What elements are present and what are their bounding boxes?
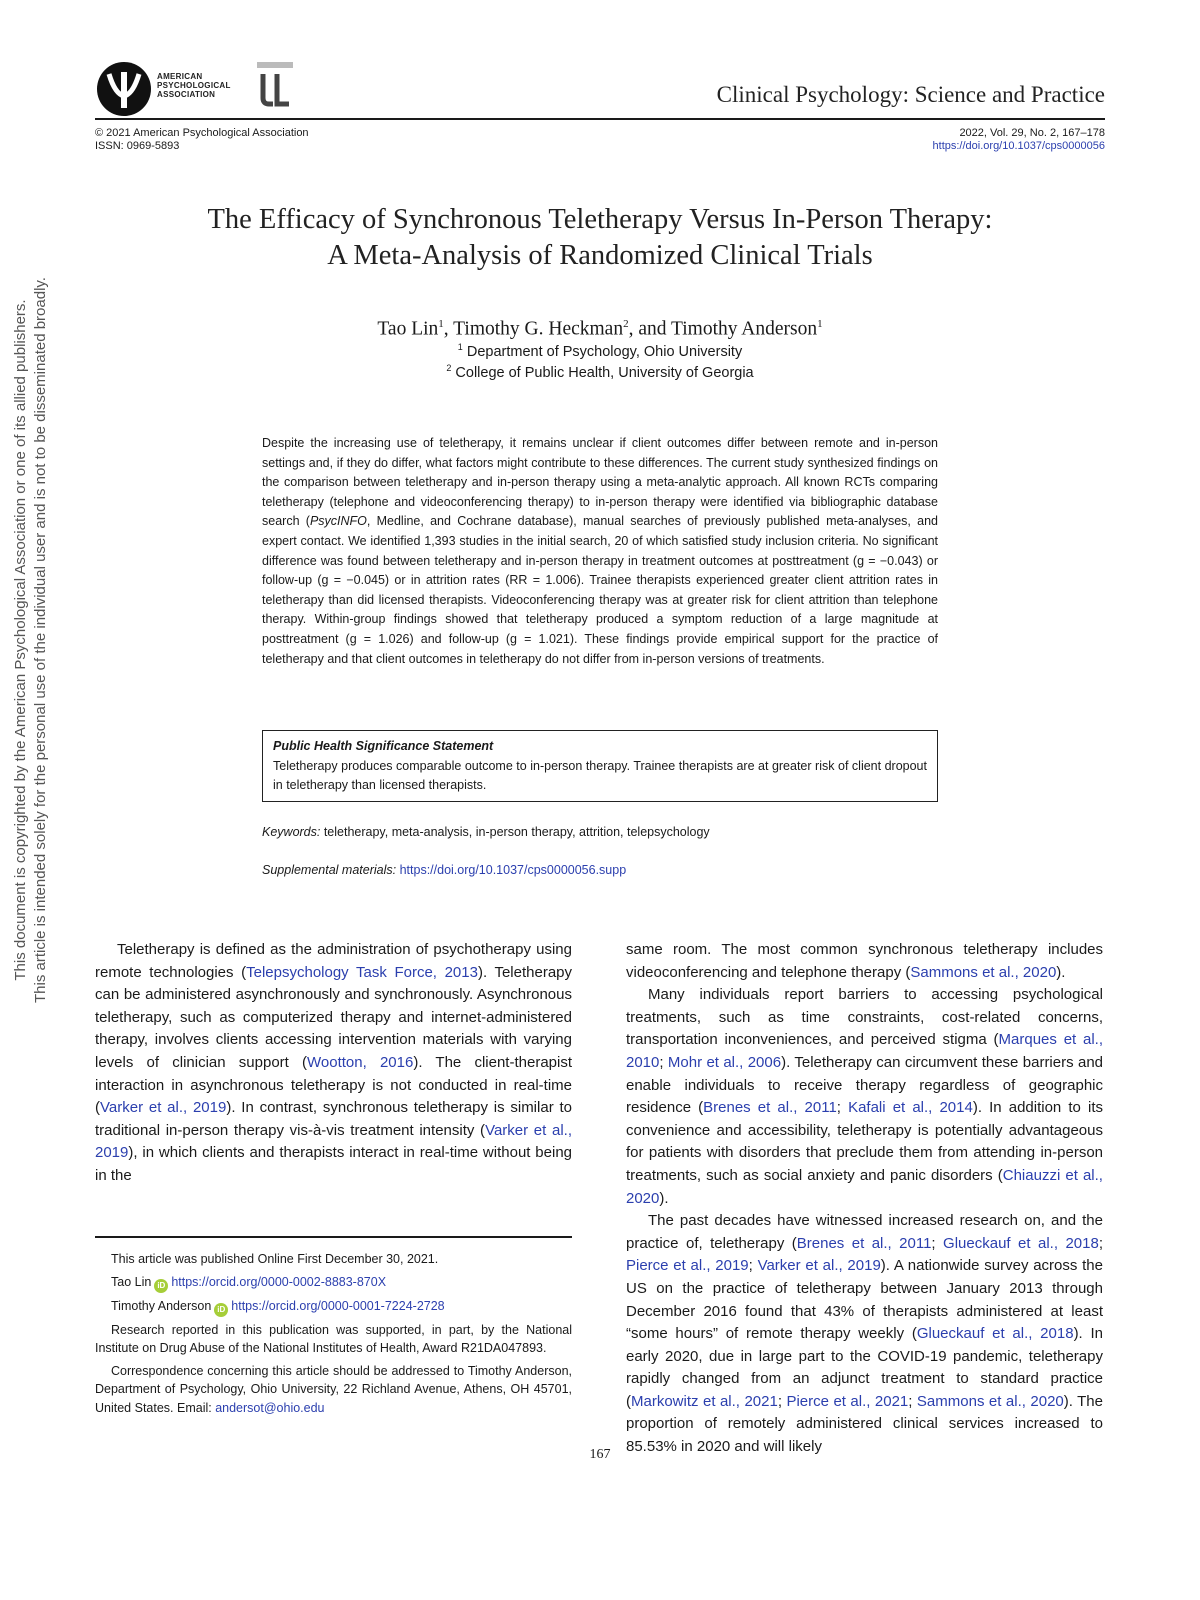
title-line-2: A Meta-Analysis of Randomized Clinical Trials xyxy=(327,240,873,271)
copyright-meta xyxy=(95,127,309,153)
author-name: Tao Lin xyxy=(377,318,439,340)
citation-link[interactable]: Sammons et al., 2020 xyxy=(916,1392,1064,1410)
issn-line: ISSN: 0969-5893 xyxy=(95,140,180,152)
citation-link[interactable]: Varker et al., 2019 xyxy=(100,1099,227,1117)
footnote-funding: Research reported in this publication was supported, in part, by the National Institute on Drug Abuse of the National Institutes of Health, Award R21DA047893. xyxy=(95,1322,572,1355)
citation-link[interactable]: Pierce et al., 2021 xyxy=(786,1392,909,1410)
footnote-orcid-2: Timothy Anderson iD https://orcid.org/0000-0001-7224-2728 xyxy=(95,1297,572,1317)
body-column-right xyxy=(626,939,1103,1459)
orcid-icon: iD xyxy=(154,1279,168,1293)
footnotes xyxy=(95,1250,572,1421)
public-health-title: Public Health Significance Statement xyxy=(273,739,494,753)
footnote-correspondence: Correspondence concerning this article should be addressed to Timothy Anderson, Department of Psychology, Ohio University, 22 Richland Avenue, Athens, OH 45701, United States. Email: andersot@ohio.edu xyxy=(95,1363,572,1415)
copyright-side-notice xyxy=(6,277,56,1003)
paragraph: The past decades have witnessed increased research on, and the practice of, teletherapy (Brenes et al., 2011; Glueckauf et al., 2018; Pierce et al., 2019; Varker et al., 2019). A nationwide survey across the US on the practice of teletherapy between January 2013 through December 2016 found that 43% of therapists administered at least “some hours” of remote therapy weekly (Glueckauf et al., 2018). In early 2020, due in large part to the COVID-19 pandemic, teletherapy rapidly changed from an adjunct treatment to standard practice (Markowitz et al., 2021; Pierce et al., 2021; Sammons et al., 2020). The proportion of remotely administered clinical services increased to 85.53% in 2020 and will likely xyxy=(626,1212,1103,1456)
public-health-text: Teletherapy produces comparable outcome to in-person therapy. Trainee therapists are at greater risk of client dropout in teletherapy than licensed therapists. xyxy=(273,758,927,792)
citation-link[interactable]: Kafali et al., 2014 xyxy=(848,1099,973,1117)
citation-link[interactable]: Varker et al., 2019 xyxy=(95,1121,573,1162)
division-logo-icon xyxy=(255,60,295,110)
citation-link[interactable]: Varker et al., 2019 xyxy=(757,1257,881,1275)
abstract: Despite the increasing use of teletherapy, it remains unclear if client outcomes differ between remote and in-person settings and, if they do differ, what factors might contribute to these differences. The current study synthesized findings on the comparison between teletherapy and in-person therapy using a meta-analytic approach. All known RCTs comparing teletherapy (telephone and videoconferencing therapy) to in-person therapy were identified via bibliographic database search (PsycINFO, Medline, and Cochrane database), manual searches of previously published meta-analyses, and expert contact. We identified 1,393 studies in the initial search, 20 of which satisfied study inclusion criteria. No significant difference was found between teletherapy and in-person therapy in treatment outcomes at posttreatment (g = −0.043) or follow-up (g = −0.045) or in attrition rates (RR = 1.006). Trainee therapists experienced greater client attrition rates in teletherapy than did licensed therapists. Videoconferencing therapy was at greater risk for client attrition than telephone therapy. Within-group findings showed that teletherapy produced a symptom reduction of a large magnitude at posttreatment (g = 1.026) and follow-up (g = 1.021). These findings provide empirical support for the practice of teletherapy and that client outcomes in teletherapy do not differ from in-person versions of treatments. xyxy=(262,436,938,666)
issue-meta xyxy=(933,127,1105,153)
author-list: Tao Lin$^1$, Timothy G. Heckman$^2$, and Timothy Anderson$^1$ xyxy=(377,318,823,340)
citation-link[interactable]: Telepsychology Task Force, 2013 xyxy=(246,963,478,981)
citation-link[interactable]: Markowitz et al., 2021 xyxy=(631,1392,778,1410)
footnote-orcid-1: Tao Lin iD https://orcid.org/0000-0002-8883-870X xyxy=(95,1273,572,1293)
author-name: , and Timothy Anderson xyxy=(628,318,818,340)
author-name: , Timothy G. Heckman xyxy=(443,318,624,340)
citation-link[interactable]: Chiauzzi et al., 2020 xyxy=(626,1166,1103,1207)
citation-link[interactable]: Sammons et al., 2020 xyxy=(910,963,1057,981)
keywords: Keywords: teletherapy, meta-analysis, in-person therapy, attrition, telepsychology xyxy=(262,825,710,839)
public-health-statement-box xyxy=(262,730,938,802)
journal-name: Clinical Psychology: Science and Practice xyxy=(716,82,1105,107)
email-link[interactable]: andersot@ohio.edu xyxy=(215,1400,325,1415)
paragraph: Many individuals report barriers to accessing psychological treatments, such as time constraints, cost-related concerns, transportation inconveniences, and perceived stigma (Marques et al., 2010; Mohr et al., 2006). Teletherapy can circumvent these barriers and enable individuals to receive therapy regardless of geographic residence (Brenes et al., 2011; Kafali et al., 2014). In addition to its convenience and accessibility, teletherapy is potentially advantageous for patients with disorders that preclude them from attending in-person treatments, such as social anxiety and panic disorders (Chiauzzi et al., 2020). xyxy=(626,986,1104,1207)
footnote-published: This article was published Online First December 30, 2021. xyxy=(111,1252,439,1266)
apa-logo-icon xyxy=(95,60,153,118)
footnote-divider xyxy=(95,1236,572,1238)
side-notice-line-1: This document is copyrighted by the American Psychological Association or one of its allied publishers. xyxy=(12,299,29,981)
article-title xyxy=(95,202,1105,274)
citation-link[interactable]: Brenes et al., 2011 xyxy=(703,1099,837,1117)
supplemental-materials: Supplemental materials: https://doi.org/10.1037/cps0000056.supp xyxy=(262,863,627,877)
page-number: 167 xyxy=(589,1447,611,1462)
journal-header xyxy=(95,60,1105,120)
citation-link[interactable]: Wootton, 2016 xyxy=(307,1053,414,1071)
citation-link[interactable]: Pierce et al., 2019 xyxy=(626,1257,749,1275)
title-line-1: The Efficacy of Synchronous Teletherapy Versus In-Person Therapy: xyxy=(207,204,993,235)
affiliation-1: $^1$ Department of Psychology, Ohio University xyxy=(457,342,743,360)
doi-link[interactable]: https://doi.org/10.1037/cps0000056 xyxy=(932,140,1105,152)
citation-link[interactable]: Glueckauf et al., 2018 xyxy=(916,1325,1074,1343)
citation-link[interactable]: Marques et al., 2010 xyxy=(626,1031,1104,1071)
citation-link[interactable]: Glueckauf et al., 2018 xyxy=(943,1234,1099,1252)
citation-link[interactable]: Mohr et al., 2006 xyxy=(667,1053,782,1071)
orcid-link[interactable]: https://orcid.org/0000-0002-8883-870X xyxy=(171,1274,387,1289)
orcid-link[interactable]: https://orcid.org/0000-0001-7224-2728 xyxy=(231,1298,445,1313)
copyright-line: © 2021 American Psychological Association xyxy=(95,127,309,139)
orcid-icon: iD xyxy=(214,1303,228,1317)
volume-line: 2022, Vol. 29, No. 2, 167–178 xyxy=(959,127,1105,139)
affiliation-2: $^2$ College of Public Health, University of Georgia xyxy=(446,363,754,381)
publisher-wordmark: AMERICAN PSYCHOLOGICAL ASSOCIATION xyxy=(157,72,231,99)
side-notice-line-2: This article is intended solely for the personal use of the individual user and is not to be disseminated broadly. xyxy=(32,277,49,1003)
paragraph: same room. The most common synchronous teletherapy includes videoconferencing and telephone therapy (Sammons et al., 2020). xyxy=(626,941,1103,981)
paragraph: Teletherapy is defined as the administration of psychotherapy using remote technologies (Telepsychology Task Force, 2013). Teletherapy can be administered asynchronously and synchronously. Asynchronous teletherapy, such as computerized therapy and internet-administered therapy, involves clients accessing intervention materials with varying levels of clinician support (Wootton, 2016). The client-therapist interaction in asynchronous teletherapy is not conducted in real-time (Varker et al., 2019). In contrast, synchronous teletherapy is similar to traditional in-person therapy vis-à-vis treatment intensity (Varker et al., 2019), in which clients and therapists interact in real-time without being in the xyxy=(95,941,573,1184)
supplemental-link[interactable]: https://doi.org/10.1037/cps0000056.supp xyxy=(399,863,627,877)
body-column-left xyxy=(95,939,572,1188)
citation-link[interactable]: Brenes et al., 2011 xyxy=(796,1234,932,1252)
